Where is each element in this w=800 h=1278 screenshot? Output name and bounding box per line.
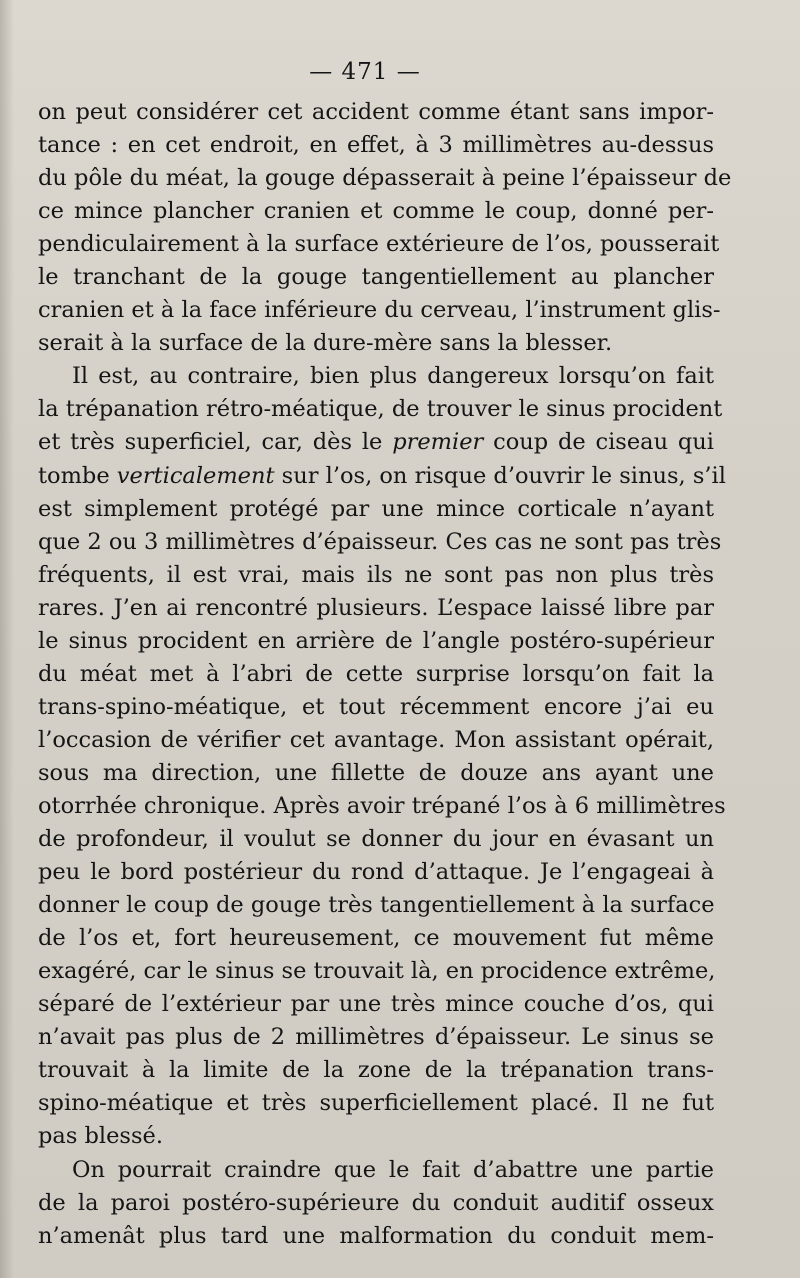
text-line: trans-spino-méatique, et tout récemment encore j’ai eu — [38, 693, 714, 720]
text-line: le sinus procident en arrière de l’angle postéro-supérieur — [38, 627, 714, 654]
text-line: exagéré, car le sinus se trouvait là, en procidence extrême, — [38, 958, 716, 985]
text-line: l’occasion de vérifier cet avantage. Mon assistant opérait, — [38, 726, 714, 753]
text-line: trouvait à la limite de la zone de la trépanation trans- — [38, 1057, 714, 1084]
text-line: pendiculairement à la surface extérieure de l’os, pousserait — [38, 231, 720, 258]
text-line: de la paroi postéro-supérieure du conduit auditif osseux — [38, 1189, 714, 1216]
text-line: de l’os et, fort heureusement, ce mouvement fut même — [38, 925, 714, 952]
italic-emphasis: premier — [392, 429, 484, 456]
text-line: sous ma direction, une fillette de douze ans ayant une — [38, 759, 714, 786]
text-line: fréquents, il est vrai, mais ils ne sont pas non plus très — [38, 561, 714, 588]
text-segment: sur l’os, on risque d’ouvrir le sinus, s’il — [274, 462, 726, 489]
text-line — [38, 426, 714, 459]
text-segment: coup de ciseau qui — [483, 429, 714, 456]
text-line: le tranchant de la gouge tangentiellement au plancher — [38, 264, 714, 291]
text-line: tance : en cet endroit, en effet, à 3 millimètres au-dessus — [38, 132, 714, 159]
text-line: la trépanation rétro-méatique, de trouver le sinus procident — [38, 396, 723, 423]
text-line: de profondeur, il voulut se donner du jour en évasant un — [38, 826, 714, 853]
text-segment: et très superficiel, car, dès le — [38, 429, 393, 456]
text-line: séparé de l’extérieur par une très mince couche d’os, qui — [38, 991, 714, 1018]
text-line: cranien et à la face inférieure du cerveau, l’instrument glis- — [38, 297, 721, 324]
text-line: serait à la surface de la dure-mère sans la blesser. — [38, 330, 613, 357]
text-line: n’amenât plus tard une malformation du conduit mem- — [38, 1222, 714, 1249]
text-line — [38, 460, 726, 493]
text-segment: tombe — [38, 462, 117, 489]
text-line: donner le coup de gouge très tangentiellement à la surface — [38, 892, 715, 919]
text-line: on peut considérer cet accident comme étant sans impor- — [38, 99, 714, 125]
text-line: n’avait pas plus de 2 millimètres d’épaisseur. Le sinus se — [38, 1024, 714, 1051]
text-line: est simplement protégé par une mince corticale n’ayant — [38, 495, 714, 522]
text-line: rares. J’en ai rencontré plusieurs. L’espace laissé libre par — [38, 594, 714, 621]
text-line: ce mince plancher cranien et comme le coup, donné per- — [38, 198, 714, 225]
page-number: — 471 — — [309, 59, 421, 85]
text-line: que 2 ou 3 millimètres d’épaisseur. Ces cas ne sont pas très — [38, 528, 722, 555]
text-line: On pourrait craindre que le fait d’abattre une partie — [72, 1156, 714, 1183]
text-line: du méat met à l’abri de cette surprise lorsqu’on fait la — [38, 660, 714, 687]
body-text — [38, 96, 732, 1253]
page-edge-shadow — [0, 0, 14, 1278]
text-line: spino-méatique et très superficiellement placé. Il ne fut — [38, 1090, 714, 1117]
text-line: du pôle du méat, la gouge dépasserait à peine l’épaisseur de — [38, 165, 732, 192]
text-line: otorrhée chronique. Après avoir trépané l’os à 6 millimètres — [38, 792, 726, 819]
text-line: peu le bord postérieur du rond d’attaque. Je l’engageai à — [38, 859, 714, 886]
text-line: Il est, au contraire, bien plus dangereux lorsqu’on fait — [72, 363, 714, 390]
italic-emphasis: verticalement — [116, 462, 275, 489]
text-line: pas blessé. — [38, 1123, 163, 1150]
